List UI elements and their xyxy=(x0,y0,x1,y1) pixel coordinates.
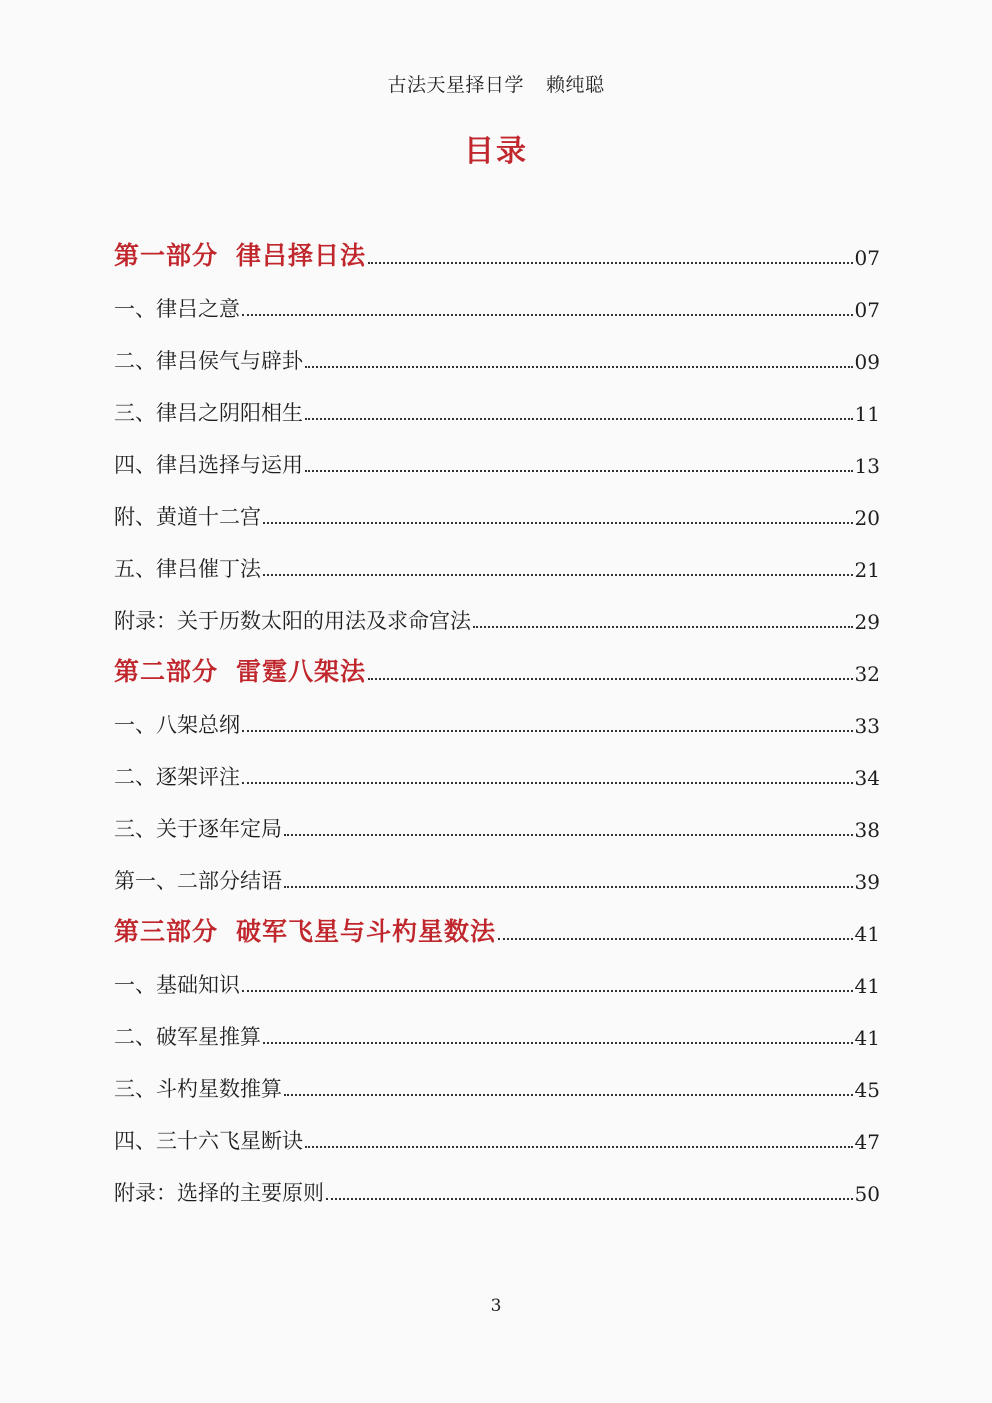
toc-title: 目录 xyxy=(464,134,528,169)
dot-leader xyxy=(305,417,853,420)
toc-entry[interactable] xyxy=(114,330,880,382)
toc-page-number: 32 xyxy=(854,662,880,686)
toc-entry[interactable] xyxy=(114,1162,880,1214)
toc-entry-label: 第一、二部分结语 xyxy=(114,869,282,893)
toc-page-number: 45 xyxy=(854,1078,880,1102)
toc-entry-label: 附录：选择的主要原则 xyxy=(114,1181,324,1205)
toc-page-number: 11 xyxy=(854,402,880,426)
toc-page-number: 34 xyxy=(854,766,880,790)
toc-page-number: 20 xyxy=(854,506,880,530)
toc-entry-label: 一、律吕之意 xyxy=(114,297,240,321)
toc-entry[interactable] xyxy=(114,694,880,746)
toc-entry-label: 四、律吕选择与运用 xyxy=(114,453,303,477)
dot-leader xyxy=(326,1197,853,1200)
dot-leader xyxy=(242,729,853,732)
toc-entry[interactable] xyxy=(114,850,880,902)
toc-page-number: 21 xyxy=(854,558,880,582)
toc-entry[interactable] xyxy=(114,538,880,590)
toc-entry[interactable] xyxy=(114,1006,880,1058)
toc-entry-label: 三、斗杓星数推算 xyxy=(114,1077,282,1101)
running-header xyxy=(0,70,992,97)
toc-part-number: 第三部分 xyxy=(114,917,219,946)
dot-leader xyxy=(284,1093,853,1096)
toc-page-number: 38 xyxy=(854,818,880,842)
toc-part-heading xyxy=(114,919,496,944)
toc-entry[interactable] xyxy=(114,590,880,642)
toc-entry[interactable] xyxy=(114,382,880,434)
toc-part-number: 第二部分 xyxy=(114,657,219,686)
toc-part-heading xyxy=(114,659,366,684)
toc-entry-label: 三、关于逐年定局 xyxy=(114,817,282,841)
toc-entry[interactable] xyxy=(114,434,880,486)
dot-leader xyxy=(305,365,853,368)
toc-entry[interactable] xyxy=(114,486,880,538)
dot-leader xyxy=(242,313,853,316)
author-name: 赖纯聪 xyxy=(546,74,605,96)
dot-leader xyxy=(242,989,853,992)
toc-entry-label: 二、逐架评注 xyxy=(114,765,240,789)
table-of-contents xyxy=(114,226,880,1214)
toc-entry-label: 四、三十六飞星断诀 xyxy=(114,1129,303,1153)
toc-part-entry[interactable] xyxy=(114,902,880,954)
dot-leader xyxy=(368,261,853,264)
toc-page-number: 41 xyxy=(854,1026,880,1050)
dot-leader xyxy=(368,677,853,680)
toc-entry[interactable] xyxy=(114,278,880,330)
toc-part-heading xyxy=(114,243,366,268)
toc-page-number: 07 xyxy=(854,298,880,322)
dot-leader xyxy=(242,781,853,784)
dot-leader xyxy=(284,885,853,888)
toc-part-title: 律吕择日法 xyxy=(236,241,367,270)
dot-leader xyxy=(263,521,853,524)
toc-page-number: 47 xyxy=(854,1130,880,1154)
toc-entry-label: 附录：关于历数太阳的用法及求命宫法 xyxy=(114,609,471,633)
toc-entry[interactable] xyxy=(114,1110,880,1162)
toc-page-number: 29 xyxy=(854,610,880,634)
dot-leader xyxy=(473,625,853,628)
dot-leader xyxy=(498,937,853,940)
toc-entry-label: 附、黄道十二宫 xyxy=(114,505,261,529)
dot-leader xyxy=(263,1041,853,1044)
toc-page-number: 39 xyxy=(854,870,880,894)
book-title: 古法天星择日学 xyxy=(387,74,524,96)
toc-entry-label: 二、破军星推算 xyxy=(114,1025,261,1049)
toc-page-number: 50 xyxy=(854,1182,880,1206)
toc-page-number: 41 xyxy=(854,974,880,998)
toc-entry[interactable] xyxy=(114,798,880,850)
toc-part-number: 第一部分 xyxy=(114,241,219,270)
toc-part-title: 破军飞星与斗杓星数法 xyxy=(236,917,497,946)
toc-page-number: 07 xyxy=(854,246,880,270)
toc-entry-label: 三、律吕之阴阳相生 xyxy=(114,401,303,425)
toc-entry[interactable] xyxy=(114,954,880,1006)
page-number: 3 xyxy=(490,1296,502,1316)
dot-leader xyxy=(305,469,853,472)
dot-leader xyxy=(284,833,853,836)
toc-page-number: 09 xyxy=(854,350,880,374)
toc-entry-label: 五、律吕催丁法 xyxy=(114,557,261,581)
dot-leader xyxy=(305,1145,853,1148)
toc-entry-label: 一、基础知识 xyxy=(114,973,240,997)
toc-entry[interactable] xyxy=(114,746,880,798)
toc-page-number: 13 xyxy=(854,454,880,478)
toc-entry-label: 一、八架总纲 xyxy=(114,713,240,737)
toc-part-title: 雷霆八架法 xyxy=(236,657,367,686)
toc-page-number: 33 xyxy=(854,714,880,738)
toc-entry[interactable] xyxy=(114,1058,880,1110)
dot-leader xyxy=(263,573,853,576)
toc-part-entry[interactable] xyxy=(114,226,880,278)
toc-page-number: 41 xyxy=(854,922,880,946)
toc-part-entry[interactable] xyxy=(114,642,880,694)
toc-entry-label: 二、律吕侯气与辟卦 xyxy=(114,349,303,373)
